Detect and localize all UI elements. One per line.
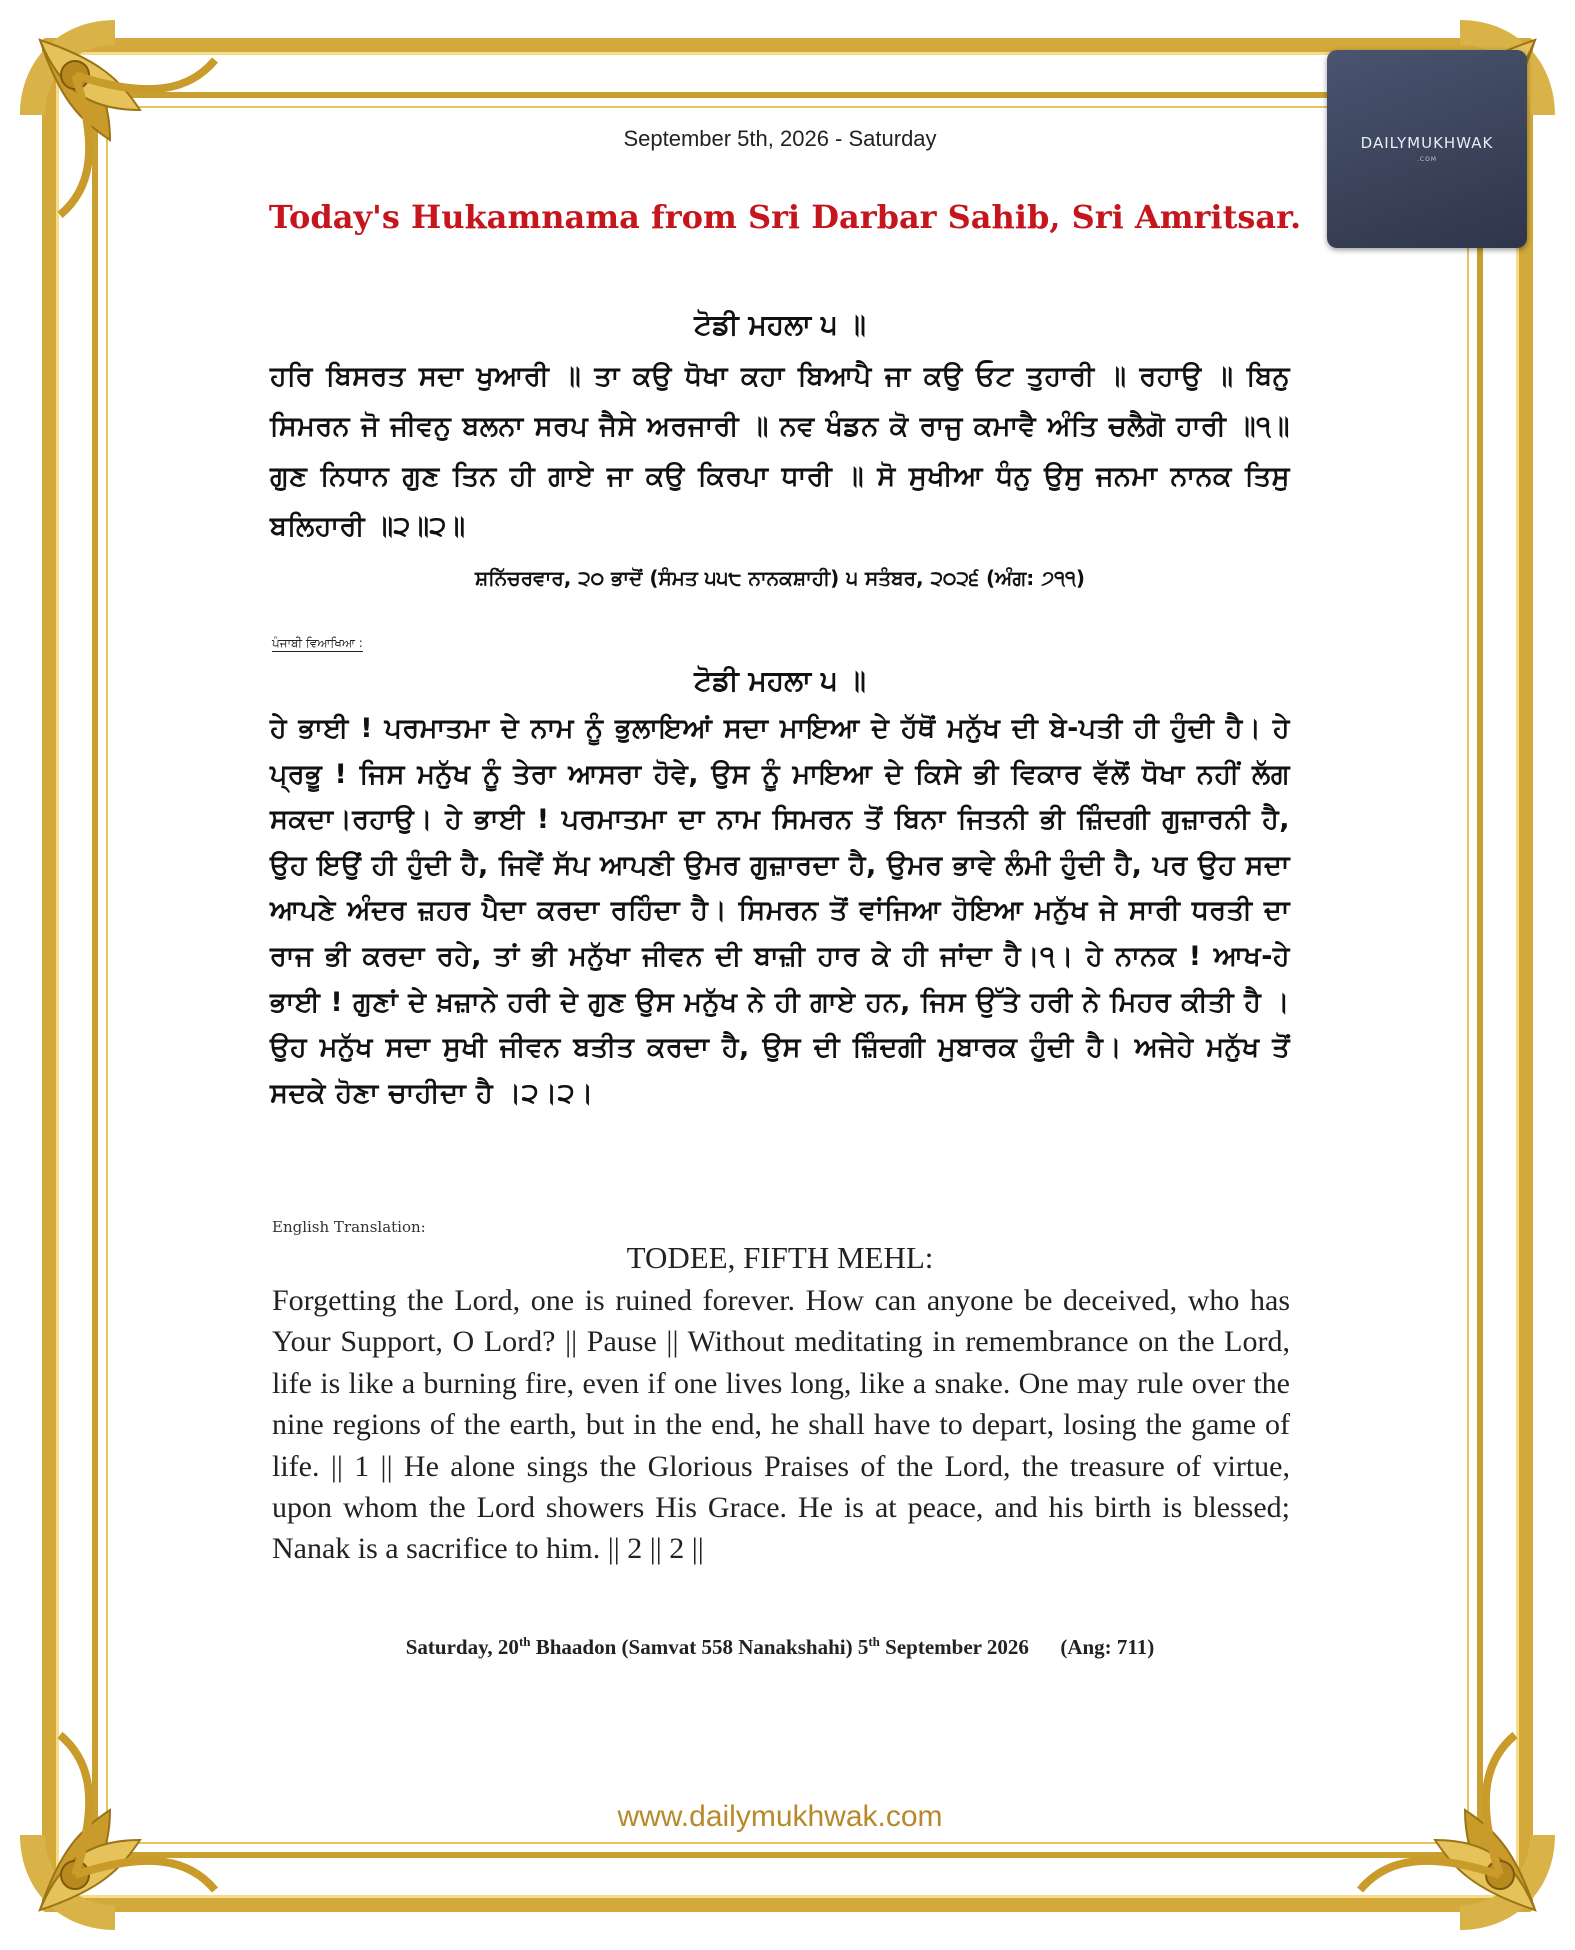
english-translation-label: English Translation: xyxy=(272,1218,426,1236)
page-title: Today's Hukamnama from Sri Darbar Sahib, Sri Amritsar. xyxy=(268,198,1302,236)
punjabi-explanation-label: ਪੰਜਾਬੀ ਵਿਆਖਿਆ : xyxy=(272,636,363,650)
shabad-date-line: ਸ਼ਨਿੱਚਰਵਾਰ, ੨੦ ਭਾਦੋਂ (ਸੰਮਤ ੫੫੮ ਨਾਨਕਸ਼ਾਹੀ) ੫ ਸਤੰਬਰ, ੨੦੨੬ (ਅੰਗ: ੭੧੧) xyxy=(474,566,1086,590)
header-date: September 5th, 2026 - Saturday xyxy=(623,126,937,151)
english-translation-title: TODEE, FIFTH MEHL: xyxy=(626,1240,934,1275)
logo-text: DAILYMUKHWAK xyxy=(1360,134,1494,152)
english-date-line: Saturday, 20th Bhaadon (Samvat 558 Nanakshahi) 5th September 2026 (Ang: 711) xyxy=(405,1634,1155,1659)
punjabi-explanation-title: ਟੋਡੀ ਮਹਲਾ ੫ ॥ xyxy=(694,664,866,697)
corner-bow-ornament-top-left xyxy=(0,0,230,230)
footer-website-link[interactable]: www.dailymukhwak.com xyxy=(617,1800,943,1833)
dailymukhwak-logo xyxy=(1327,50,1527,248)
logo-subtext: .COM xyxy=(1417,156,1437,163)
shabad-text: ਹਰਿ ਬਿਸਰਤ ਸਦਾ ਖੁਆਰੀ ॥ ਤਾ ਕਉ ਧੋਖਾ ਕਹਾ ਬਿਆਪੈ ਜਾ ਕਉ ਓਟ ਤੁਹਾਰੀ ॥ ਰਹਾਉ ॥ ਬਿਨੁ ਸਿਮਰਨ ਜੋ ਜੀਵਨੁ ਬਲਨਾ ਸਰਪ ਜੈਸੇ ਅਰਜਾਰੀ ॥ ਨਵ ਖੰਡਨ ਕੋ ਰਾਜੁ ਕਮਾਵੈ ਅੰਤਿ ਚਲੈਗੋ ਹਾਰੀ ॥੧॥ ਗੁਣ ਨਿਧਾਨ ਗੁਣ ਤਿਨ ਹੀ ਗਾਏ ਜਾ ਕਉ ਕਿਰਪਾ ਧਾਰੀ ॥ ਸੋ ਸੁਖੀਆ ਧੰਨੁ ਉਸੁ ਜਨਮਾ ਨਾਨਕ ਤਿਸੁ ਬਲਿਹਾਰੀ ॥੨॥੨॥ xyxy=(270,361,1290,542)
english-translation-text: Forgetting the Lord, one is ruined forever. How can anyone be deceived, who has Your Support, O Lord? || Pause || Without meditating in remembrance on the Lord, life is like a burning fire, even if one lives long, like a snake. One may rule over the nine regions of the earth, but in the end, he shall have to depart, losing the game of life. || 1 || He alone sings the Glorious Praises of the Lord, the treasure of virtue, upon whom the Lord showers His Grace. He is at peace, and his birth is blessed; Nanak is a sacrifice to him. || 2 || 2 || xyxy=(272,1284,1290,1566)
punjabi-explanation-text: ਹੇ ਭਾਈ ! ਪਰਮਾਤਮਾ ਦੇ ਨਾਮ ਨੂੰ ਭੁਲਾਇਆਂ ਸਦਾ ਮਾਇਆ ਦੇ ਹੱਥੋਂ ਮਨੁੱਖ ਦੀ ਬੇ-ਪਤੀ ਹੀ ਹੁੰਦੀ ਹੈ। ਹੇ ਪ੍ਰਭੂ ! ਜਿਸ ਮਨੁੱਖ ਨੂੰ ਤੇਰਾ ਆਸਰਾ ਹੋਵੇ, ਉਸ ਨੂੰ ਮਾਇਆ ਦੇ ਕਿਸੇ ਭੀ ਵਿਕਾਰ ਵੱਲੋਂ ਧੋਖਾ ਨਹੀਂ ਲੱਗ ਸਕਦਾ।ਰਹਾਉ। ਹੇ ਭਾਈ ! ਪਰਮਾਤਮਾ ਦਾ ਨਾਮ ਸਿਮਰਨ ਤੋਂ ਬਿਨਾ ਜਿਤਨੀ ਭੀ ਜ਼ਿੰਦਗੀ ਗੁਜ਼ਾਰਨੀ ਹੈ, ਉਹ ਇਉਂ ਹੀ ਹੁੰਦੀ ਹੈ, ਜਿਵੇਂ ਸੱਪ ਆਪਣੀ ਉਮਰ ਗੁਜ਼ਾਰਦਾ ਹੈ, ਉਮਰ ਭਾਵੇ ਲੰਮੀ ਹੁੰਦੀ ਹੈ, ਪਰ ਉਹ ਸਦਾ ਆਪਣੇ ਅੰਦਰ ਜ਼ਹਰ ਪੈਦਾ ਕਰਦਾ ਰਹਿੰਦਾ ਹੈ। ਸਿਮਰਨ ਤੋਂ ਵਾਂਜਿਆ ਹੋਇਆ ਮਨੁੱਖ ਜੇ ਸਾਰੀ ਧਰਤੀ ਦਾ ਰਾਜ ਭੀ ਕਰਦਾ ਰਹੇ, ਤਾਂ ਭੀ ਮਨੁੱਖਾ ਜੀਵਨ ਦੀ ਬਾਜ਼ੀ ਹਾਰ ਕੇ ਹੀ ਜਾਂਦਾ ਹੈ।੧। ਹੇ ਨਾਨਕ ! ਆਖ-ਹੇ ਭਾਈ ! ਗੁਣਾਂ ਦੇ ਖ਼ਜ਼ਾਨੇ ਹਰੀ ਦੇ ਗੁਣ ਉਸ ਮਨੁੱਖ ਨੇ ਹੀ ਗਾਏ ਹਨ, ਜਿਸ ਉੱਤੇ ਹਰੀ ਨੇ ਮਿਹਰ ਕੀਤੀ ਹੈ । ਉਹ ਮਨੁੱਖ ਸਦਾ ਸੁਖੀ ਜੀਵਨ ਬਤੀਤ ਕਰਦਾ ਹੈ, ਉਸ ਦੀ ਜ਼ਿੰਦਗੀ ਮੁਬਾਰਕ ਹੁੰਦੀ ਹੈ। ਅਜੇਹੇ ਮਨੁੱਖ ਤੋਂ ਸਦਕੇ ਹੋਣਾ ਚਾਹੀਦਾ ਹੈ ।੨।੨। xyxy=(270,713,1290,1109)
corner-bow-ornament-bottom-right xyxy=(1345,1720,1575,1950)
shabad-title: ਟੋਡੀ ਮਹਲਾ ੫ ॥ xyxy=(694,308,866,341)
corner-bow-ornament-bottom-left xyxy=(0,1720,230,1950)
